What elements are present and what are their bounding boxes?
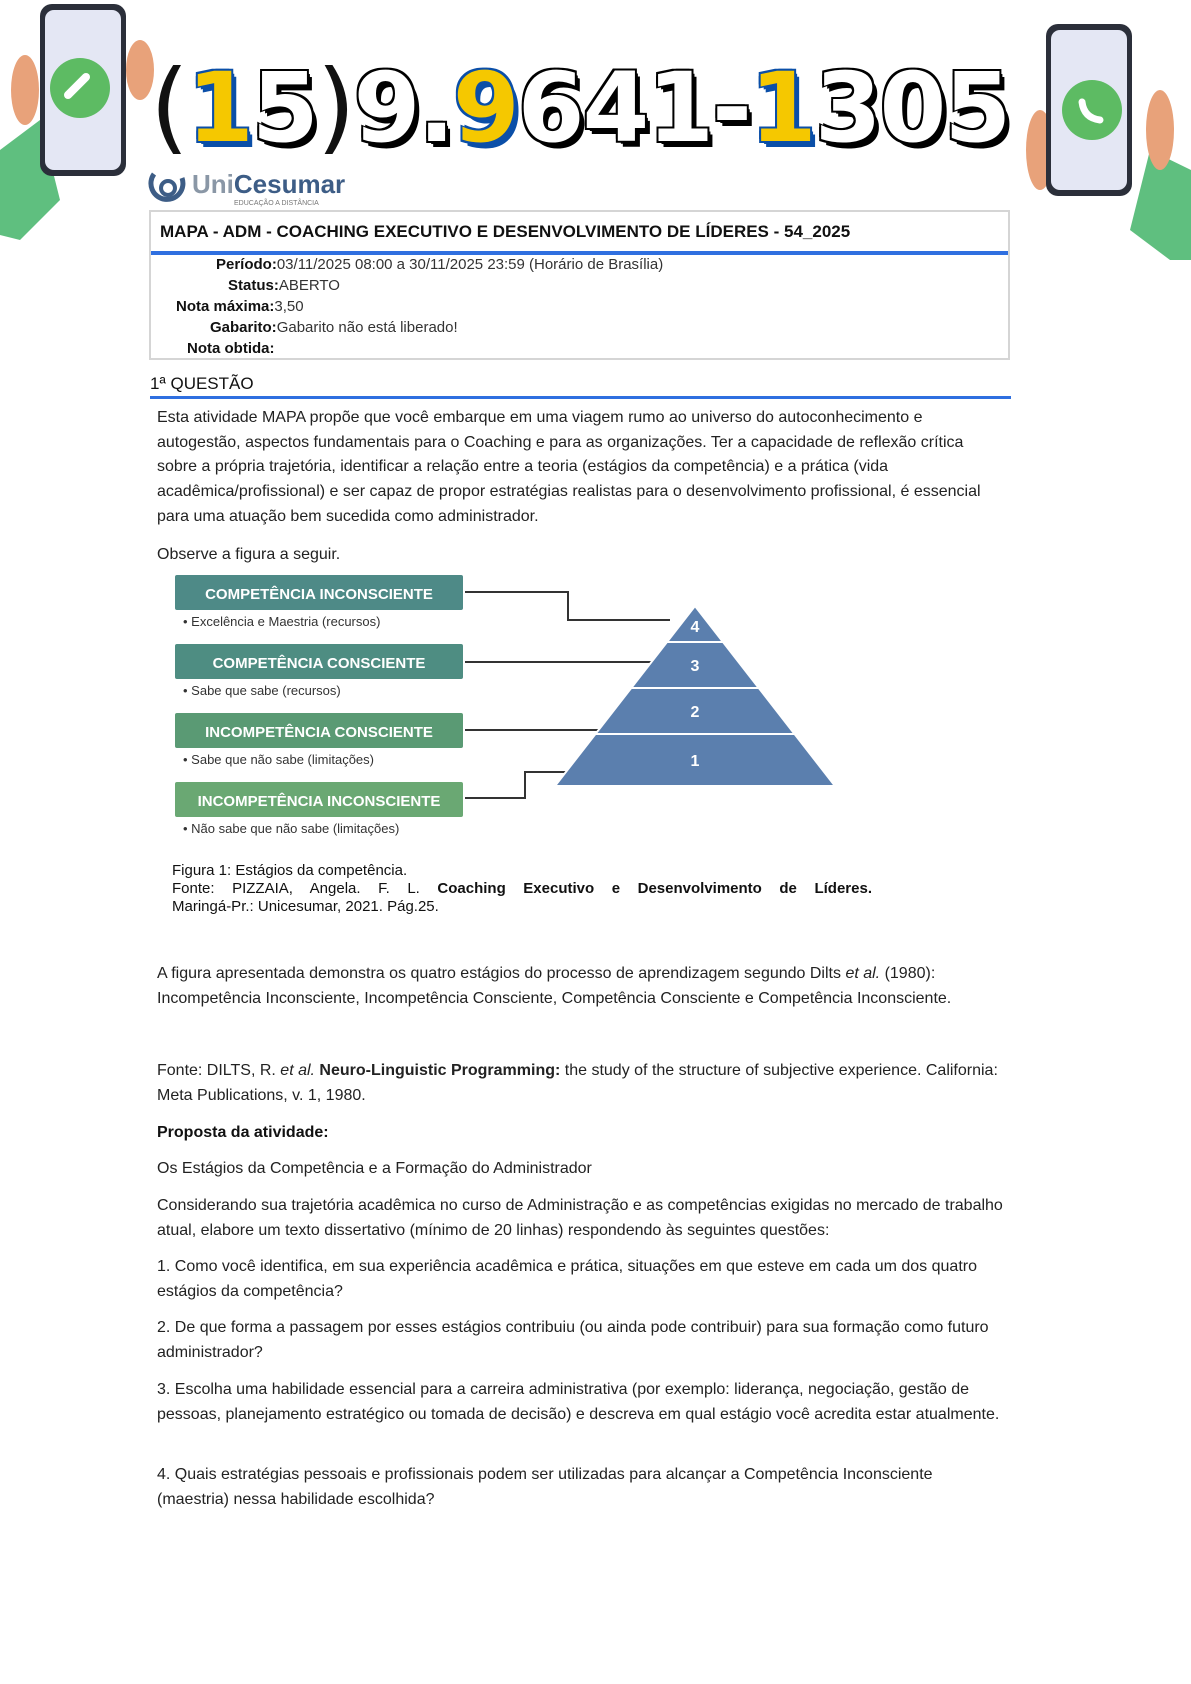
stage-description: • Excelência e Maestria (recursos) — [183, 614, 381, 629]
stage-title: COMPETÊNCIA CONSCIENTE — [212, 655, 426, 672]
question-label: 1ª QUESTÃO — [150, 374, 254, 393]
activity-title: MAPA - ADM - COACHING EXECUTIVO E DESENVOLVIMENTO DE LÍDERES - 54_2025 — [160, 222, 851, 241]
pyramid-level-number: 1 — [690, 753, 700, 770]
observe-text: Observe a figura a seguir. — [157, 546, 341, 563]
competence-stages-figure — [175, 570, 855, 850]
info-nota-obtida: Nota obtida: — [187, 340, 275, 357]
info-periodo: Período:03/11/2025 08:00 a 30/11/2025 23:59 (Horário de Brasília) — [216, 256, 664, 273]
question-item-1: 1. Como você identifica, em sua experiência acadêmica e prática, situações em que esteve em cada um dos quatro estágios da competência? — [157, 1258, 977, 1300]
proposal-intro: Considerando sua trajetória acadêmica no curso de Administração e as competências exigidas no mercado de trabalho atual, elabore um texto dissertativo (mínimo de 20 linhas) respondendo às seguintes questões: — [157, 1197, 1003, 1239]
hand-phone-left-icon — [0, 0, 160, 240]
proposal-label: Proposta da atividade: — [157, 1124, 329, 1141]
hand-phone-right-icon — [1020, 20, 1191, 260]
proposal-title: Os Estágios da Competência e a Formação do Administrador — [157, 1160, 592, 1177]
pyramid-level-number: 3 — [690, 658, 700, 675]
pyramid-level-number: 2 — [690, 704, 700, 721]
question-item-3: 3. Escolha uma habilidade essencial para a carreira administrativa (por exemplo: liderança, negociação, gestão de pessoas, planejamento estratégico ou tomada de decisão) e descreva em qual estágio você acredita estar atualmente. — [157, 1381, 1000, 1423]
phone-number-banner — [150, 48, 1020, 165]
unicesumar-logo: UniCesumar EDUCAÇÃO A DISTÂNCIA — [148, 170, 345, 212]
info-nota-maxima: Nota máxima:3,50 — [176, 298, 304, 315]
info-gabarito: Gabarito:Gabarito não está liberado! — [210, 319, 458, 336]
question-item-2: 2. De que forma a passagem por esses estágios contribuiu (ou ainda pode contribuir) para sua formação como futuro administrador? — [157, 1319, 989, 1361]
stage-description: • Sabe que não sabe (limitações) — [183, 752, 374, 767]
stage-description: • Não sabe que não sabe (limitações) — [183, 821, 400, 836]
logo-icon — [148, 170, 186, 206]
info-status: Status:ABERTO — [228, 277, 340, 294]
pyramid-level-number: 4 — [690, 619, 700, 636]
dilts-reference: Fonte: DILTS, R. et al. Neuro-Linguistic Programming: the study of the structure of subjective experience. California: Meta Publications, v. 1, 1980. — [157, 1062, 998, 1104]
phone-number: (15)9.9641-1305 — [150, 48, 1010, 165]
question-item-4: 4. Quais estratégias pessoais e profissionais podem ser utilizadas para alcançar a Competência Inconsciente (maestria) nessa habilidade escolhida? — [157, 1466, 933, 1508]
stage-title: COMPETÊNCIA INCONSCIENTE — [205, 586, 433, 603]
area-code-digit-1: 1 — [187, 52, 252, 164]
stage-title: INCOMPETÊNCIA CONSCIENTE — [205, 724, 433, 741]
intro-paragraph: Esta atividade MAPA propõe que você embarque em uma viagem rumo ao universo do autoconhecimento e autogestão, aspectos fundamentais para o Coaching e para as organizações. Ter a capacidade de reflexão crítica sobre a própria trajetória, identificar a relação entre a teoria (estágios da competência) e a prática (vida acadêmica/profissional) e ser capaz de propor estratégias realistas para o desenvolvimento profissional, é essencial para uma atuação bem sucedida como administrador. — [157, 409, 981, 525]
stage-title: INCOMPETÊNCIA INCONSCIENTE — [197, 793, 441, 810]
figure-caption: Figura 1: Estágios da competência. Fonte: PIZZAIA, Angela. F. L. Coaching Executivo e Desenvolvimento de Líderes. Maringá-Pr.: Unicesumar, 2021. Pág.25. — [172, 862, 872, 915]
stage-description: • Sabe que sabe (recursos) — [183, 683, 341, 698]
dilts-paragraph: A figura apresentada demonstra os quatro estágios do processo de aprendizagem segundo Dilts et al. (1980): Incompetência Inconsciente, Incompetência Consciente, Competência Consciente e Competência Inconsciente. — [157, 965, 952, 1007]
